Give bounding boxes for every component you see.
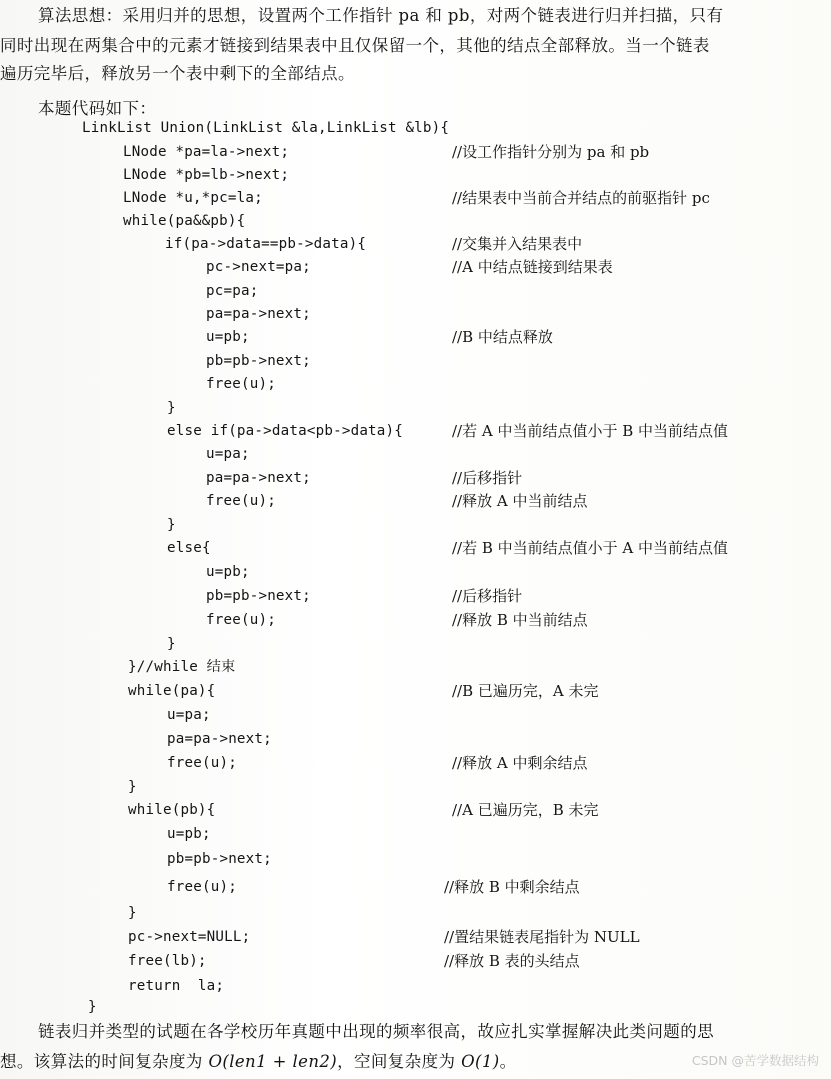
code-comment: //释放 A 中当前结点: [452, 492, 588, 510]
code-comment: //若 B 中当前结点值小于 A 中当前结点值: [452, 539, 729, 557]
code-comment: //后移指针: [452, 469, 523, 487]
code-line: [0, 373, 831, 395]
space-complexity: O(1): [461, 1052, 500, 1071]
code-line: [0, 467, 831, 489]
code-line: [0, 233, 831, 255]
code-text: pa=pa->next;: [167, 731, 272, 747]
intro-line-2: 同时出现在两集合中的元素才链接到结果表中且仅保留一个，其他的结点全部释放。当一个链表: [0, 36, 710, 55]
code-comment: //B 中结点释放: [452, 328, 553, 346]
code-line: [0, 514, 831, 536]
code-text: if(pa->data==pb->data){: [165, 236, 367, 252]
code-line: [0, 187, 831, 209]
code-comment: //设工作指针分别为 pa 和 pb: [452, 143, 650, 161]
code-text: }: [88, 999, 97, 1015]
code-comment: //后移指针: [452, 587, 523, 605]
code-line: [0, 926, 831, 948]
code-text: else if(pa->data<pb->data){: [167, 423, 404, 439]
code-text: }//while 结束: [128, 659, 236, 675]
code-line: [0, 164, 831, 186]
code-text: }: [128, 905, 137, 921]
code-text: }: [167, 636, 176, 652]
code-text: while(pb){: [128, 802, 216, 818]
code-text: pb=pb->next;: [167, 851, 272, 867]
code-line: [0, 950, 831, 972]
code-line: [0, 350, 831, 372]
intro-line-3: 遍历完毕后，释放另一个表中剩下的全部结点。: [0, 64, 355, 83]
outro-text-a: 想。该算法的时间复杂度为: [0, 1052, 209, 1071]
code-text: pc->next=NULL;: [128, 929, 251, 945]
code-text: LNode *u,*pc=la;: [123, 190, 263, 206]
code-comment: //A 已遍历完，B 未完: [452, 801, 599, 819]
code-line: [0, 848, 831, 870]
code-line: [0, 326, 831, 348]
code-text: free(u);: [167, 755, 237, 771]
code-line: [0, 633, 831, 655]
code-text: return la;: [128, 978, 225, 994]
code-line: [0, 490, 831, 512]
code-comment: //若 A 中当前结点值小于 B 中当前结点值: [452, 422, 729, 440]
code-comment: //B 已遍历完，A 未完: [452, 682, 599, 700]
code-text: pb=pb->next;: [206, 353, 311, 369]
code-line: [0, 443, 831, 465]
outro-text-e: 。: [499, 1052, 517, 1071]
code-text: pc=pa;: [206, 283, 259, 299]
code-line: [0, 303, 831, 325]
code-text: else{: [167, 540, 211, 556]
code-line: [0, 141, 831, 163]
code-line: [0, 210, 831, 232]
code-line: [0, 656, 831, 678]
code-intro-heading: 本题代码如下：: [38, 99, 157, 118]
code-comment: //释放 B 中剩余结点: [444, 878, 580, 896]
code-text: u=pa;: [206, 446, 250, 462]
code-text: free(u);: [167, 879, 237, 895]
code-text: pa=pa->next;: [206, 306, 311, 322]
code-line: [0, 776, 831, 798]
code-line: [0, 752, 831, 774]
code-line: [0, 537, 831, 559]
code-text: u=pb;: [167, 826, 211, 842]
code-line: [0, 680, 831, 702]
code-text: u=pb;: [206, 564, 250, 580]
outro-line-1: 链表归并类型的试题在各学校历年真题中出现的频率很高，故应扎实掌握解决此类问题的思: [38, 1022, 714, 1041]
code-line: [0, 704, 831, 726]
code-text: while(pa){: [128, 683, 216, 699]
code-text: pa=pa->next;: [206, 470, 311, 486]
code-line: [0, 728, 831, 750]
outro-text-c: ，空间复杂度为: [337, 1052, 462, 1071]
code-line: [0, 609, 831, 631]
code-comment: //A 中结点链接到结果表: [452, 258, 613, 276]
code-comment: //释放 A 中剩余结点: [452, 754, 588, 772]
code-line: [0, 420, 831, 442]
code-text: LNode *pa=la->next;: [123, 144, 290, 160]
code-line: [0, 585, 831, 607]
code-comment: //交集并入结果表中: [452, 235, 583, 253]
code-line: [0, 280, 831, 302]
time-complexity: O(len1 + len2): [208, 1052, 338, 1071]
code-text: LNode *pb=lb->next;: [123, 167, 290, 183]
code-line: [0, 117, 831, 139]
code-text: pb=pb->next;: [206, 588, 311, 604]
code-text: free(u);: [206, 493, 276, 509]
code-text: u=pb;: [206, 329, 250, 345]
code-text: pc->next=pa;: [206, 259, 311, 275]
code-line: [0, 561, 831, 583]
code-text: u=pa;: [167, 707, 211, 723]
code-text: LinkList Union(LinkList &la,LinkList &lb){: [82, 120, 450, 136]
csdn-watermark: CSDN @苦学数据结构: [691, 1053, 819, 1068]
code-text: }: [167, 400, 176, 416]
code-comment: //释放 B 表的头结点: [444, 952, 580, 970]
code-text: }: [128, 779, 137, 795]
code-line: [0, 397, 831, 419]
code-line: [0, 876, 831, 898]
code-text: free(lb);: [128, 953, 207, 969]
code-text: }: [167, 517, 176, 533]
code-comment: //释放 B 中当前结点: [452, 611, 588, 629]
code-line: [0, 823, 831, 845]
code-line: [0, 902, 831, 924]
code-text: free(u);: [206, 376, 276, 392]
code-text: while(pa&&pb){: [123, 213, 246, 229]
code-line: [0, 996, 831, 1018]
code-line: [0, 975, 831, 997]
code-comment: //结果表中当前合并结点的前驱指针 pc: [452, 189, 710, 207]
code-line: [0, 799, 831, 821]
code-comment: //置结果链表尾指针为 NULL: [444, 928, 640, 946]
code-line: [0, 256, 831, 278]
intro-line-1: 算法思想：采用归并的思想，设置两个工作指针 pa 和 pb，对两个链表进行归并扫描，只有: [38, 6, 724, 25]
code-text: free(u);: [206, 612, 276, 628]
